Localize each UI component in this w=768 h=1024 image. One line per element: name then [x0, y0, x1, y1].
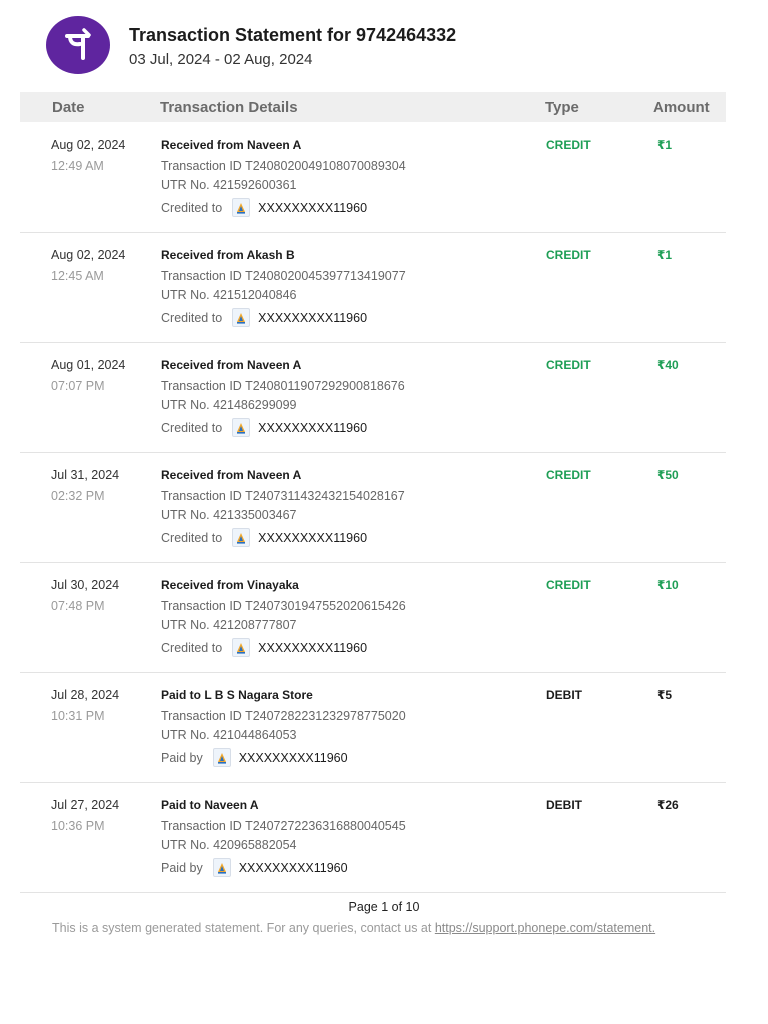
transaction-row [20, 123, 726, 233]
transaction-row [20, 783, 726, 893]
statement-period: 03 Jul, 2024 - 02 Aug, 2024 [129, 50, 313, 68]
account-line [161, 638, 367, 657]
statement-title: Transaction Statement for 9742464332 [129, 24, 457, 45]
transaction-time: 07:48 PM [51, 599, 105, 613]
transaction-id: Transaction ID T2408020045397713419077 [161, 269, 406, 283]
transaction-type: CREDIT [546, 578, 591, 592]
transaction-date: Aug 02, 2024 [51, 138, 126, 152]
transaction-date: Jul 30, 2024 [51, 578, 120, 592]
account-label: Credited to [161, 200, 223, 215]
transaction-amount: ₹50 [657, 468, 679, 482]
transaction-id: Transaction ID T2407282231232978775020 [161, 709, 406, 723]
account-number: XXXXXXXXX11960 [258, 640, 368, 655]
page-number: Page 1 of 10 [348, 900, 420, 914]
transaction-amount: ₹10 [657, 578, 679, 592]
account-line [161, 858, 348, 877]
bank-icon [232, 308, 250, 327]
transaction-type: CREDIT [546, 468, 591, 482]
transaction-time: 10:36 PM [51, 819, 105, 833]
transaction-id: Transaction ID T2408020049108070089304 [161, 159, 406, 173]
transaction-description: Received from Naveen A [161, 468, 302, 482]
column-type: Type [545, 99, 579, 116]
transaction-type: CREDIT [546, 358, 591, 372]
transaction-type: DEBIT [546, 688, 582, 702]
utr-number: UTR No. 421208777807 [161, 618, 297, 632]
transaction-amount: ₹5 [657, 688, 673, 702]
statement-header [46, 16, 456, 74]
transaction-id: Transaction ID T2407272236316880040545 [161, 819, 406, 833]
transaction-id: Transaction ID T2407311432432154028167 [161, 489, 405, 503]
utr-number: UTR No. 421335003467 [161, 508, 297, 522]
account-label: Credited to [161, 420, 223, 435]
transaction-amount: ₹40 [657, 358, 679, 372]
footer-note [52, 921, 655, 935]
transaction-type: DEBIT [546, 798, 582, 812]
account-number: XXXXXXXXX11960 [238, 750, 348, 765]
account-number: XXXXXXXXX11960 [258, 310, 368, 325]
transaction-row [20, 673, 726, 783]
footer-note-text: This is a system generated statement. For any queries, contact us at [52, 921, 435, 935]
utr-number: UTR No. 421512040846 [161, 288, 297, 302]
account-line [161, 198, 367, 217]
transaction-type: CREDIT [546, 138, 591, 152]
utr-number: UTR No. 421592600361 [161, 178, 297, 192]
transaction-description: Paid to L B S Nagara Store [161, 688, 313, 702]
transaction-time: 10:31 PM [51, 709, 105, 723]
transaction-description: Received from Akash B [161, 248, 295, 262]
transaction-id: Transaction ID T2407301947552020615426 [161, 599, 406, 613]
account-line [161, 748, 348, 767]
utr-number: UTR No. 420965882054 [161, 838, 297, 852]
bank-icon [213, 748, 231, 767]
transaction-date: Jul 27, 2024 [51, 798, 120, 812]
account-label: Paid by [161, 750, 203, 765]
transaction-id: Transaction ID T2408011907292900818676 [161, 379, 405, 393]
transaction-amount: ₹1 [657, 138, 673, 152]
column-details: Transaction Details [160, 99, 298, 116]
transaction-row [20, 563, 726, 673]
transaction-amount: ₹26 [657, 798, 679, 812]
utr-number: UTR No. 421486299099 [161, 398, 297, 412]
bank-icon [213, 858, 231, 877]
account-label: Paid by [161, 860, 203, 875]
account-label: Credited to [161, 640, 223, 655]
transaction-row [20, 233, 726, 343]
transaction-time: 02:32 PM [51, 489, 105, 503]
phonepe-logo-icon [46, 16, 110, 74]
bank-icon [232, 418, 250, 437]
transaction-description: Received from Naveen A [161, 358, 302, 372]
account-number: XXXXXXXXX11960 [258, 200, 368, 215]
transaction-row [20, 343, 726, 453]
transaction-list [20, 123, 726, 893]
transaction-description: Received from Naveen A [161, 138, 302, 152]
transaction-date: Aug 01, 2024 [51, 358, 126, 372]
account-line [161, 528, 367, 547]
transaction-amount: ₹1 [657, 248, 673, 262]
transaction-date: Aug 02, 2024 [51, 248, 126, 262]
account-label: Credited to [161, 310, 223, 325]
transaction-description: Paid to Naveen A [161, 798, 259, 812]
bank-icon [232, 638, 250, 657]
account-number: XXXXXXXXX11960 [258, 420, 368, 435]
account-number: XXXXXXXXX11960 [238, 860, 348, 875]
utr-number: UTR No. 421044864053 [161, 728, 297, 742]
account-line [161, 418, 367, 437]
column-amount: Amount [653, 99, 710, 116]
transaction-date: Jul 28, 2024 [51, 688, 120, 702]
transaction-time: 12:45 AM [51, 269, 104, 283]
transaction-time: 12:49 AM [51, 159, 104, 173]
account-number: XXXXXXXXX11960 [258, 530, 368, 545]
support-link[interactable]: https://support.phonepe.com/statement. [434, 921, 656, 935]
transaction-row [20, 453, 726, 563]
bank-icon [232, 528, 250, 547]
bank-icon [232, 198, 250, 217]
column-date: Date [52, 99, 85, 116]
account-label: Credited to [161, 530, 223, 545]
transaction-description: Received from Vinayaka [161, 578, 299, 592]
account-line [161, 308, 367, 327]
transaction-time: 07:07 PM [51, 379, 105, 393]
table-header [20, 92, 726, 122]
transaction-type: CREDIT [546, 248, 591, 262]
transaction-date: Jul 31, 2024 [51, 468, 120, 482]
